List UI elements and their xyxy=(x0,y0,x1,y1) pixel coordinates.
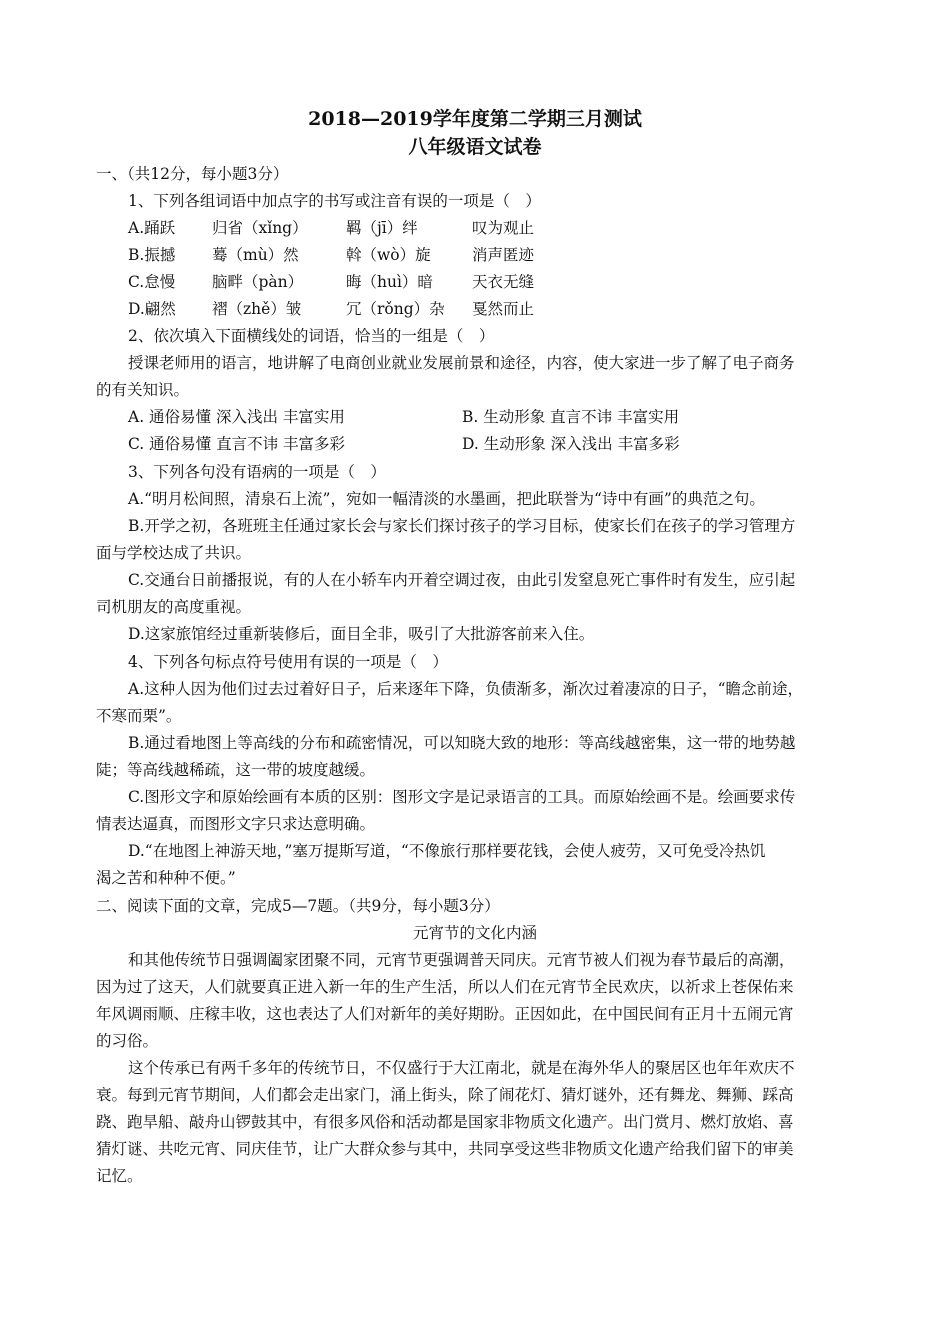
paragraph-line: 这个传承已有两千多年的传统节日，不仅盛行于大江南北，就是在海外华人的聚居区也年年欢庆不 xyxy=(128,1059,795,1077)
question-3-option-a: A.“明月松间照，清泉石上流”，宛如一幅清淡的水墨画，把此联誉为“诗中有画”的典范之句。 xyxy=(128,490,765,508)
paragraph-line: 因为过了这天，人们就要真正进入新一年的生产生活，所以人们在元宵节全民欢庆，以祈求上苍保佑来 xyxy=(96,978,794,996)
question-3-option-c-cont: 司机朋友的高度重视。 xyxy=(96,598,252,616)
section-two-heading: 二、阅读下面的文章，完成5—7题。（共9分，每小题3分） xyxy=(96,897,500,915)
exam-title: 2018—2019学年度第二学期三月测试 xyxy=(308,108,642,130)
question-4-option-b-cont: 陡；等高线越稀疏，这一带的坡度越缓。 xyxy=(96,761,376,779)
option-word: A.踊跃 xyxy=(128,219,176,237)
question-4-option-a: A.这种人因为他们过去过着好日子，后来逐年下降，负债渐多，渐次过着凄凉的日子，“瞻念前途， xyxy=(128,680,804,698)
option-word: 蓦（mù）然 xyxy=(212,246,299,264)
option-word: 归省（xǐng） xyxy=(212,219,308,237)
question-1-stem: 1、下列各组词语中加点字的书写或注音有误的一项是（ ） xyxy=(128,192,541,210)
question-3-option-c: C.交通台日前播报说，有的人在小轿车内开着空调过夜，由此引发窒息死亡事件时有发生，应引起 xyxy=(128,571,796,589)
option-word: 晦（huì）暗 xyxy=(346,273,433,291)
question-2-option-a: A. 通俗易懂 深入浅出 丰富实用 xyxy=(128,408,345,426)
question-3-stem: 3、下列各句没有语病的一项是（ ） xyxy=(128,463,386,481)
section-one-heading: 一、（共12分，每小题3分） xyxy=(96,165,289,183)
paragraph-line: 记忆。 xyxy=(96,1167,143,1185)
question-4-option-a-cont: 不寒而栗”。 xyxy=(96,707,182,725)
question-3-option-b-cont: 面与学校达成了共识。 xyxy=(96,544,252,562)
question-4-option-d-cont: 渴之苦和种种不便。” xyxy=(96,869,236,887)
question-2-passage-line: 的有关知识。 xyxy=(96,381,190,399)
paragraph-line: 的习俗。 xyxy=(96,1032,159,1050)
paragraph-line: 跷、跑旱船、敲舟山锣鼓其中，有很多风俗和活动都是国家非物质文化遗产。出门赏月、燃灯放焰、喜 xyxy=(96,1113,794,1131)
question-2-option-d: D. 生动形象 深入浅出 丰富多彩 xyxy=(462,435,680,453)
option-word: 斡（wò）旋 xyxy=(346,246,431,264)
question-4-option-c: C.图形文字和原始绘画有本质的区别：图形文字是记录语言的工具。而原始绘画不是。绘画要求传 xyxy=(128,788,796,806)
option-word: 冗（rǒng）杂 xyxy=(346,300,445,318)
question-2-option-c: C. 通俗易懂 直言不讳 丰富多彩 xyxy=(128,435,346,453)
paragraph-line: 年风调雨顺、庄稼丰收，这也表达了人们对新年的美好期盼。正因如此，在中国民间有正月十五闹元宵 xyxy=(96,1005,794,1023)
option-word: C.怠慢 xyxy=(128,273,176,291)
option-word: 羁（jī）绊 xyxy=(346,219,418,237)
option-word: 褶（zhě）皱 xyxy=(212,300,302,318)
question-3-option-d: D.这家旅馆经过重新装修后，面目全非，吸引了大批游客前来入住。 xyxy=(128,625,595,643)
article-title: 元宵节的文化内涵 xyxy=(412,924,537,942)
question-2-passage-line: 授课老师用的语言，地讲解了电商创业就业发展前景和途径，内容，使大家进一步了解了电子商务 xyxy=(128,354,795,372)
question-4-option-d: D.“在地图上神游天地，”塞万提斯写道，“不像旅行那样要花钱，会使人疲劳，又可免受冷热饥 xyxy=(128,842,766,860)
option-word: 戛然而止 xyxy=(472,300,535,318)
question-4-stem: 4、下列各句标点符号使用有误的一项是（ ） xyxy=(128,653,448,671)
option-word: D.翩然 xyxy=(128,300,176,318)
exam-subtitle: 八年级语文试卷 xyxy=(408,136,542,158)
paragraph-line: 衰。每到元宵节期间，人们都会走出家门，涌上街头，除了闹花灯、猜灯谜外，还有舞龙、舞狮、踩高 xyxy=(96,1086,794,1104)
option-word: B.振撼 xyxy=(128,246,176,264)
question-2-option-b: B. 生动形象 直言不讳 丰富实用 xyxy=(462,408,680,426)
paragraph-line: 猜灯谜、共吃元宵、同庆佳节，让广大群众参与其中，共同享受这些非物质文化遗产给我们留下的审美 xyxy=(96,1140,794,1158)
option-word: 脑畔（pàn） xyxy=(212,273,304,291)
paragraph-line: 和其他传统节日强调阖家团聚不同，元宵节更强调普天同庆。元宵节被人们视为春节最后的高潮， xyxy=(128,951,795,969)
option-word: 叹为观止 xyxy=(472,219,535,237)
question-4-option-b: B.通过看地图上等高线的分布和疏密情况，可以知晓大致的地形：等高线越密集，这一带的地势越 xyxy=(128,734,796,752)
question-4-option-c-cont: 情表达逼真，而图形文字只求达意明确。 xyxy=(96,815,376,833)
option-word: 消声匿迹 xyxy=(472,246,535,264)
question-3-option-b: B.开学之初，各班班主任通过家长会与家长们探讨孩子的学习目标，使家长们在孩子的学习管理方 xyxy=(128,517,796,535)
option-word: 天衣无缝 xyxy=(472,273,535,291)
question-2-stem: 2、依次填入下面横线处的词语，恰当的一组是（ ） xyxy=(128,327,495,345)
